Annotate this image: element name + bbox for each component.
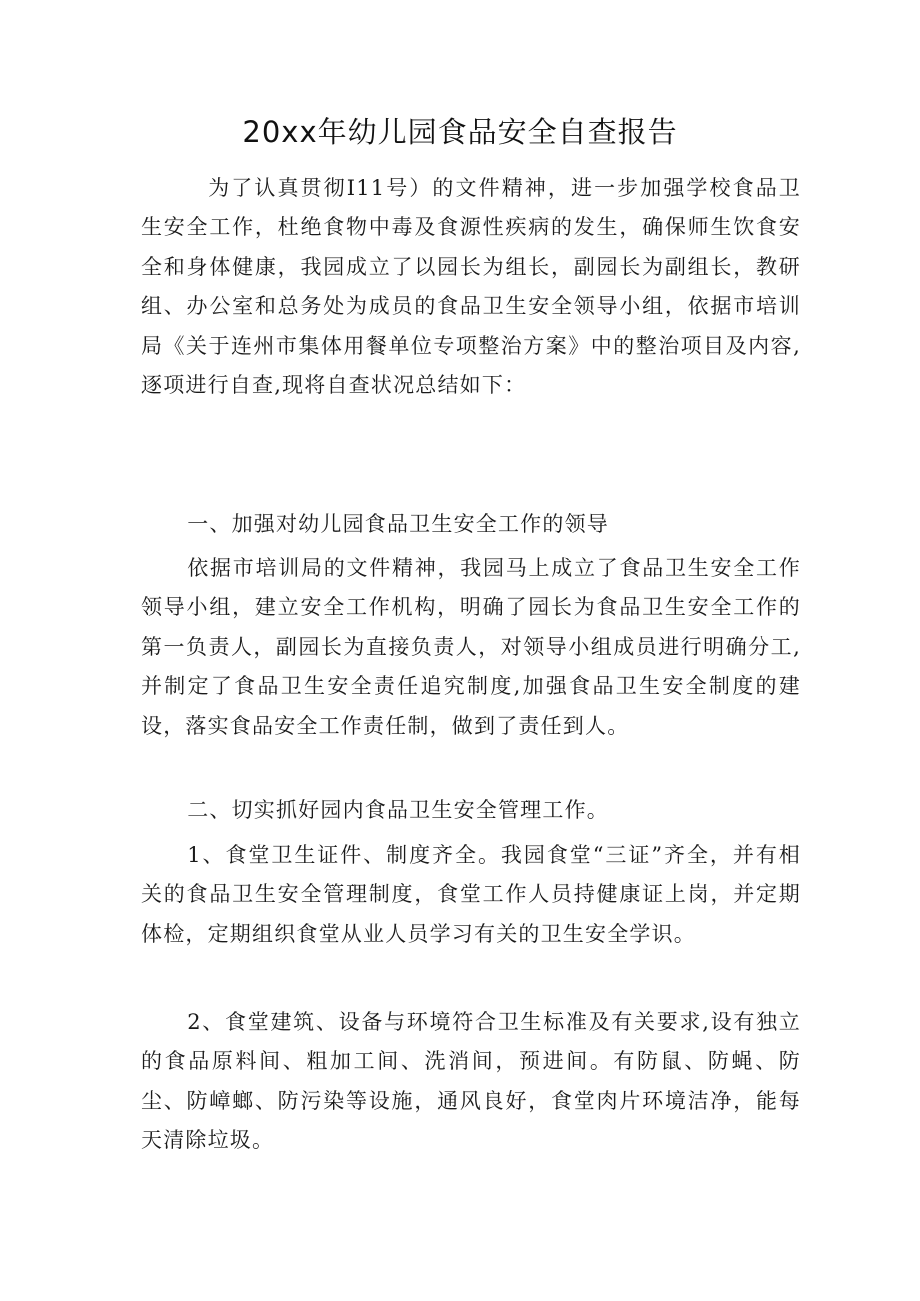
section-2-item-1-paragraph: 1、食堂卫生证件、制度齐全。我园食堂“三证”齐全，并有相关的食品卫生安全管理制度，食堂工作人员持健康证上岗，并定期体检，定期组织食堂从业人员学习有关的卫生安全学识。 [141,843,801,946]
section-1-paragraph: 依据市培训局的文件精神，我园马上成立了食品卫生安全工作领导小组，建立安全工作机构，明确了园长为食品卫生安全工作的第一负责人，副园长为直接负责人，对领导小组成员进行明确分工,并制定了食品卫生安全责任追究制度,加强食品卫生安全制度的建设，落实食品安全工作责任制，做到了责任到人。 [141,556,801,738]
section-2-heading: 二、切实抓好园内食品卫生安全管理工作。 [187,798,609,822]
section-2-item-2-paragraph: 2、食堂建筑、设备与环境符合卫生标准及有关要求,设有独立的食品原料间、粗加工间、洗消间，预进间。有防鼠、防蝇、防尘、防嶂螂、防污染等设施，通风良好，食堂肉片环境洁净，能每天清除垃圾。 [141,1010,801,1153]
intro-paragraph: 为了认真贯彻I11号）的文件精神，进一步加强学校食品卫生安全工作，杜绝食物中毒及食源性疾病的发生，确保师生饮食安全和身体健康，我园成立了以园长为组长，副园长为副组长，教研组、办公室和总务处为成员的食品卫生安全领导小组，依据市培训局《关于连州市集体用餐单位专项整治方案》中的整治项目及内容,逐项进行自查,现将自查状况总结如下： [141,176,801,398]
section-1-heading: 一、加强对幼儿园食品卫生安全工作的领导 [187,512,609,536]
document-title: 20xx年幼儿园食品安全自查报告 [242,115,678,149]
